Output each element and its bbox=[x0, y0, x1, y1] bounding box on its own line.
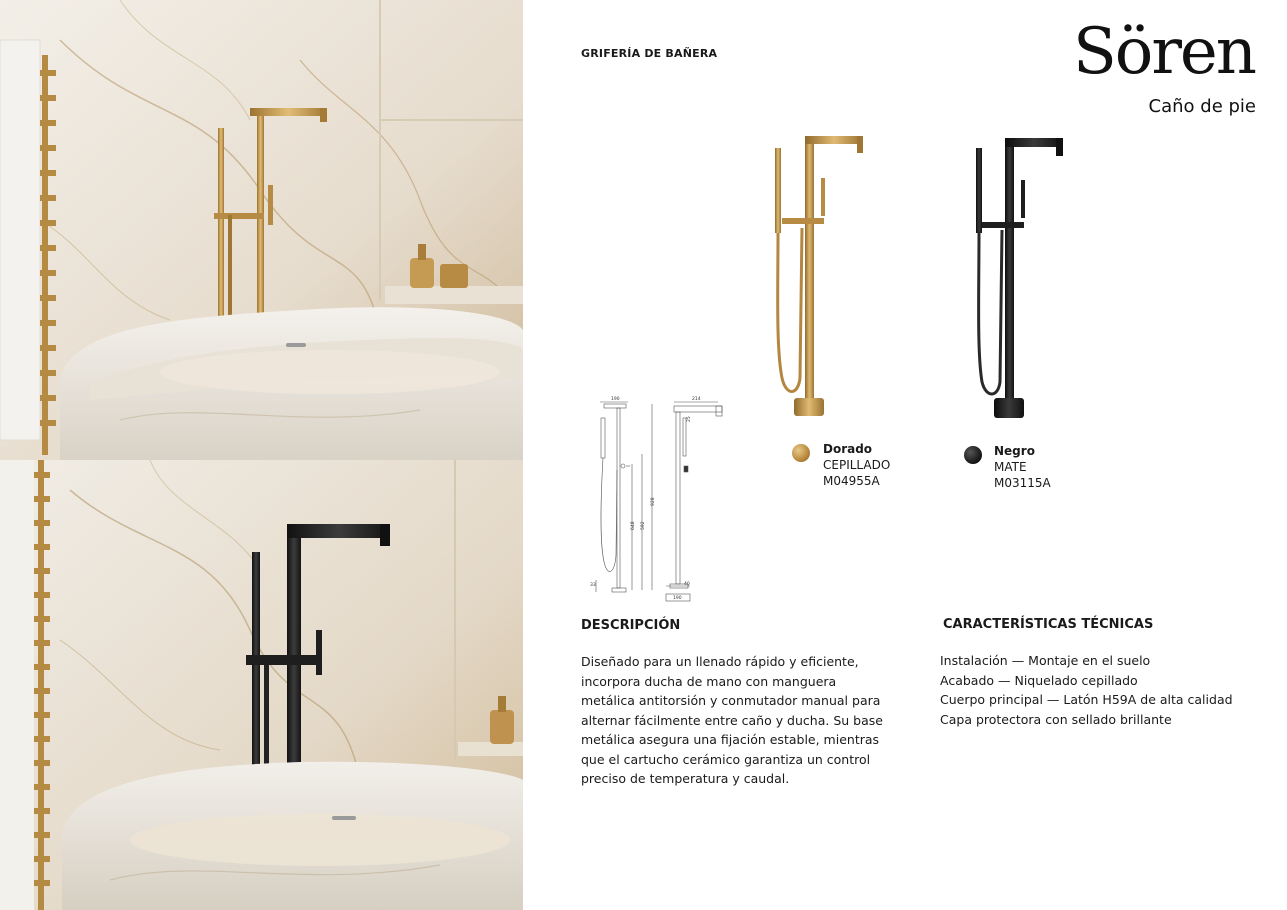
finish-black-type: MATE bbox=[994, 460, 1027, 474]
technical-heading: CARACTERÍSTICAS TÉCNICAS bbox=[943, 617, 1154, 632]
product-subtitle: Caño de pie bbox=[1148, 96, 1256, 117]
finish-gold-name: Dorado bbox=[823, 442, 873, 456]
dim-label-648: 648 bbox=[631, 521, 636, 530]
dim-label-214: 214 bbox=[692, 397, 701, 402]
dim-label-190-bottom: 190 bbox=[673, 596, 682, 601]
dim-label-33: 33 bbox=[590, 583, 596, 588]
black-finish-swatch bbox=[964, 446, 982, 464]
finish-gold-type: CEPILLADO bbox=[823, 458, 891, 472]
category-label: GRIFERÍA DE BAÑERA bbox=[581, 47, 718, 60]
dim-label-25: 25 bbox=[687, 416, 692, 422]
dim-label-40: 40 bbox=[684, 582, 690, 587]
faucet-gold-image bbox=[768, 128, 868, 423]
technical-item: Instalación — Montaje en el suelo bbox=[940, 653, 1151, 668]
photo-black-faucet bbox=[0, 460, 523, 910]
dim-label-592: 592 bbox=[641, 521, 646, 530]
gold-finish-swatch bbox=[792, 444, 810, 462]
technical-drawing bbox=[588, 390, 738, 605]
technical-item: Acabado — Niquelado cepillado bbox=[940, 672, 1138, 688]
technical-item: Cuerpo principal — Latón H59A de alta calidad bbox=[940, 692, 1233, 708]
finish-black-name: Negro bbox=[994, 444, 1035, 458]
finish-black bbox=[994, 443, 1051, 491]
dim-label-928: 928 bbox=[651, 497, 656, 506]
brand-logo: Sören bbox=[1072, 15, 1255, 89]
finish-black-code: M03115A bbox=[994, 476, 1051, 490]
dim-label-190-top: 190 bbox=[611, 397, 620, 402]
finish-gold bbox=[823, 441, 890, 489]
description-text: Diseñado para un llenado rápido y eficiente, incorpora ducha de mano con manguera metálica antitorsión y conmutador manual para alternar fácilmente entre caño y ducha. Su base metálica asegura una fijación estable, mientras que el cartucho cerámico garantiza un control preciso de temperatura y caudal. bbox=[581, 654, 883, 786]
finish-gold-code: M04955A bbox=[823, 474, 880, 488]
technical-list bbox=[940, 651, 1233, 730]
faucet-black-image bbox=[968, 132, 1068, 424]
photo-gold-faucet bbox=[0, 0, 523, 460]
description-heading: DESCRIPCIÓN bbox=[581, 618, 681, 633]
technical-item: Capa protectora con sellado brillante bbox=[940, 712, 1172, 728]
